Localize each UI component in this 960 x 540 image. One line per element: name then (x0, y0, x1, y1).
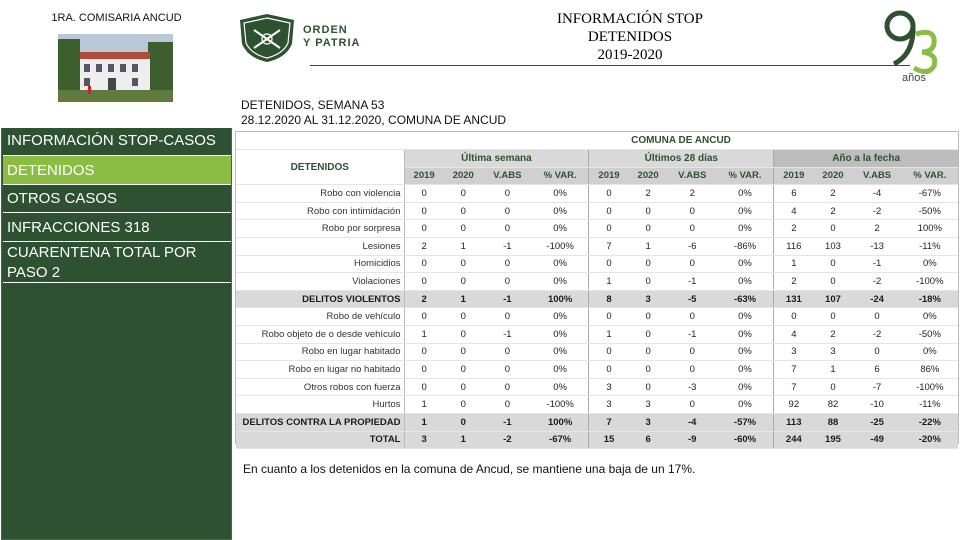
table-cell: 0% (532, 202, 589, 220)
table-cell: 82 (813, 396, 852, 414)
table-cell: 0 (404, 202, 444, 220)
table-row (236, 431, 958, 449)
row-label: Homicidios (236, 255, 404, 273)
table-corner-label: DETENIDOS (236, 150, 404, 185)
row-label: Violaciones (236, 273, 404, 291)
table-cell: -9 (668, 431, 717, 449)
table-cell: 0 (629, 202, 668, 220)
logo-text-line1: ORDEN (303, 24, 348, 36)
table-cell: 0 (444, 378, 483, 396)
table-cell: -100% (902, 378, 958, 396)
row-label: DELITOS CONTRA LA PROPIEDAD (236, 414, 404, 432)
table-cell: 0 (444, 185, 483, 203)
table-cell: -6 (668, 238, 717, 256)
table-cell: 2 (629, 185, 668, 203)
table-cell: 7 (774, 361, 814, 379)
table-cell: 0% (532, 308, 589, 326)
table-cell: -13 (853, 238, 902, 256)
table-row (236, 255, 958, 273)
table-body (236, 185, 958, 449)
table-top-header: COMUNA DE ANCUD (404, 132, 958, 150)
table-cell: 0 (483, 255, 532, 273)
table-cell: 2 (404, 238, 444, 256)
table-cell: 4 (774, 202, 814, 220)
building-photo (58, 34, 173, 102)
detenidos-table (235, 131, 959, 444)
footer-note: En cuanto a los detenidos en la comuna de Ancud, se mantiene una baja de un 17%. (243, 462, 696, 476)
table-cell: 0 (589, 202, 629, 220)
title-line2: DETENIDOS (587, 29, 673, 45)
table-cell: 2 (774, 220, 814, 238)
table-cell: -20% (902, 431, 958, 449)
subtitle-line1: DETENIDOS, SEMANA 53 (241, 98, 385, 112)
table-cell: 0 (629, 326, 668, 344)
table-cell: -3 (668, 378, 717, 396)
table-row (236, 414, 958, 432)
table-cell: 7 (774, 378, 814, 396)
table-cell: 0% (717, 343, 774, 361)
table-cell: 0 (444, 255, 483, 273)
column-header: 2020 (444, 167, 483, 185)
table-cell: -60% (717, 431, 774, 449)
row-label: Robo de vehículo (236, 308, 404, 326)
row-label: DELITOS VIOLENTOS (236, 290, 404, 308)
table-cell: 0 (483, 308, 532, 326)
table-cell: 0 (483, 396, 532, 414)
table-cell: 6 (629, 431, 668, 449)
table-cell: 6 (774, 185, 814, 203)
table-row (236, 378, 958, 396)
table-cell: 7 (589, 238, 629, 256)
logo-text (303, 24, 361, 50)
row-label: TOTAL (236, 431, 404, 449)
table-cell: 0 (813, 255, 852, 273)
table-cell: -86% (717, 238, 774, 256)
table-cell: 0 (404, 255, 444, 273)
table-cell: -10 (853, 396, 902, 414)
table-cell: 15 (589, 431, 629, 449)
table-cell: -25 (853, 414, 902, 432)
table-cell: 1 (444, 431, 483, 449)
table-row (236, 361, 958, 379)
table-cell: 0 (629, 255, 668, 273)
table-cell: -2 (483, 431, 532, 449)
menu-item-otros-casos[interactable]: OTROS CASOS (3, 184, 231, 212)
table-cell: -24 (853, 290, 902, 308)
table-cell: -49 (853, 431, 902, 449)
table-cell: 0% (717, 326, 774, 344)
table-cell: 0 (483, 343, 532, 361)
table-cell: 0 (444, 396, 483, 414)
table-row (236, 220, 958, 238)
table-cell: 3 (629, 414, 668, 432)
table-cell: 0 (404, 308, 444, 326)
table-cell: 0 (668, 220, 717, 238)
group-header-ultimos-28: Últimos 28 días (589, 150, 774, 168)
table-cell: -67% (532, 431, 589, 449)
table-cell: 0 (483, 273, 532, 291)
table-row (236, 343, 958, 361)
menu-item-stop-casos[interactable]: INFORMACIÓN STOP-CASOS (3, 128, 231, 154)
subtitle-line2: 28.12.2020 AL 31.12.2020, COMUNA DE ANCUD (241, 113, 507, 127)
menu-item-cuarentena[interactable]: CUARENTENA TOTAL POR PASO 2 (3, 241, 231, 283)
table-cell: -57% (717, 414, 774, 432)
table-cell: 0 (444, 308, 483, 326)
table-cell: 131 (774, 290, 814, 308)
table-cell: 1 (404, 414, 444, 432)
table-cell: 0 (483, 378, 532, 396)
title-line1: INFORMACIÓN STOP (556, 11, 703, 27)
table-cell: 0 (813, 308, 852, 326)
table-cell: 103 (813, 238, 852, 256)
table-cell: 100% (902, 220, 958, 238)
table-cell: 1 (589, 326, 629, 344)
table-cell: 3 (813, 343, 852, 361)
table-cell: -22% (902, 414, 958, 432)
table-cell: -1 (483, 238, 532, 256)
table-cell: 86% (902, 361, 958, 379)
org-title: 1RA. COMISARIA ANCUD (51, 12, 182, 24)
column-header: V.ABS (668, 167, 717, 185)
table-cell: 2 (853, 220, 902, 238)
table-cell: 0% (532, 378, 589, 396)
table-cell: -18% (902, 290, 958, 308)
table-cell: 0% (532, 326, 589, 344)
table-cell: 0 (629, 220, 668, 238)
row-label: Otros robos con fuerza (236, 378, 404, 396)
table-cell: 3 (589, 396, 629, 414)
table-cell: 0 (444, 414, 483, 432)
table-cell: 1 (444, 290, 483, 308)
table-cell: 0 (444, 326, 483, 344)
table-cell: 0% (717, 378, 774, 396)
table-cell: 1 (589, 273, 629, 291)
page-title (520, 10, 740, 64)
table-cell: 0 (589, 185, 629, 203)
column-header: 2020 (813, 167, 852, 185)
table-cell: 0 (629, 343, 668, 361)
table-cell: 0% (902, 343, 958, 361)
table-cell: -1 (483, 326, 532, 344)
table-cell: 2 (404, 290, 444, 308)
table-cell: 0 (483, 185, 532, 203)
table-cell: 0 (813, 378, 852, 396)
table-cell: 0% (532, 361, 589, 379)
table-cell: 0 (404, 361, 444, 379)
group-header-anio: Año a la fecha (774, 150, 958, 168)
table-cell: 1 (813, 361, 852, 379)
table-cell: 0 (589, 255, 629, 273)
table-cell: 0 (629, 273, 668, 291)
table-cell: -5 (668, 290, 717, 308)
logo-text-line2: Y PATRIA (303, 37, 361, 49)
table-cell: 1 (404, 326, 444, 344)
table-cell: 0% (532, 185, 589, 203)
table-cell: -1 (853, 255, 902, 273)
table-cell: -67% (902, 185, 958, 203)
table-cell: 0% (532, 255, 589, 273)
table-cell: 0 (853, 308, 902, 326)
table-cell: 244 (774, 431, 814, 449)
table-cell: 0 (404, 220, 444, 238)
column-header: 2019 (589, 167, 629, 185)
row-label: Robo con violencia (236, 185, 404, 203)
table-cell: 1 (629, 238, 668, 256)
table-cell: 0 (853, 343, 902, 361)
table-cell: 2 (813, 202, 852, 220)
column-header: % VAR. (532, 167, 589, 185)
table-cell: 0 (404, 273, 444, 291)
table-cell: -1 (483, 414, 532, 432)
table-cell: 1 (404, 396, 444, 414)
table-cell: 100% (532, 290, 589, 308)
table-cell: 0 (589, 308, 629, 326)
table-cell: 116 (774, 238, 814, 256)
table-cell: 0% (717, 220, 774, 238)
column-header: 2019 (404, 167, 444, 185)
table-cell: 0 (444, 273, 483, 291)
table-cell: -1 (668, 326, 717, 344)
column-header: % VAR. (717, 167, 774, 185)
table-cell: 0 (668, 255, 717, 273)
carabineros-logo-icon (236, 12, 298, 69)
table-row (236, 185, 958, 203)
table-cell: 92 (774, 396, 814, 414)
anniversary-93-logo-icon (880, 6, 944, 89)
table-cell: 0 (629, 308, 668, 326)
table-cell: -50% (902, 326, 958, 344)
table-row (236, 326, 958, 344)
table-cell: 0 (483, 220, 532, 238)
table-cell: 3 (629, 290, 668, 308)
table-row (236, 238, 958, 256)
table-row (236, 396, 958, 414)
table-row (236, 273, 958, 291)
table-cell: 0 (668, 343, 717, 361)
table-cell: 0% (717, 202, 774, 220)
table-cell: 0 (668, 202, 717, 220)
title-line3: 2019-2020 (597, 47, 663, 63)
table-cell: -100% (532, 238, 589, 256)
table-row (236, 308, 958, 326)
table-cell: -63% (717, 290, 774, 308)
table-cell: -11% (902, 396, 958, 414)
row-label: Robo por sorpresa (236, 220, 404, 238)
table-cell: 8 (589, 290, 629, 308)
table-cell: 2 (774, 273, 814, 291)
table-cell: -2 (853, 202, 902, 220)
table-cell: -4 (853, 185, 902, 203)
table-cell: -100% (532, 396, 589, 414)
table-cell: -4 (668, 414, 717, 432)
table-row (236, 202, 958, 220)
table-cell: 107 (813, 290, 852, 308)
table-cell: 88 (813, 414, 852, 432)
table-cell: 2 (813, 185, 852, 203)
table-cell: 0 (444, 220, 483, 238)
table-cell: 3 (629, 396, 668, 414)
menu-item-detenidos[interactable]: DETENIDOS (3, 155, 231, 184)
table-cell: 7 (589, 414, 629, 432)
column-header: 2020 (629, 167, 668, 185)
table-cell: 0 (589, 361, 629, 379)
table-cell: -50% (902, 202, 958, 220)
table-cell: 0 (668, 396, 717, 414)
table-cell: 0 (404, 378, 444, 396)
table-cell: 0 (589, 343, 629, 361)
table-cell: 0% (717, 308, 774, 326)
table-cell: -1 (483, 290, 532, 308)
header-divider (310, 65, 910, 66)
column-header: V.ABS (853, 167, 902, 185)
table-cell: 0% (532, 273, 589, 291)
table-cell: 0% (717, 255, 774, 273)
table-cell: 0% (717, 273, 774, 291)
table-cell: -1 (668, 273, 717, 291)
table-cell: 0% (902, 308, 958, 326)
table-cell: 100% (532, 414, 589, 432)
table-cell: -100% (902, 273, 958, 291)
row-label: Robo en lugar no habitado (236, 361, 404, 379)
table-cell: 0 (668, 308, 717, 326)
table-cell: 0 (404, 185, 444, 203)
table-cell: 0 (404, 343, 444, 361)
group-header-ultima-semana: Última semana (404, 150, 589, 168)
table-cell: 0 (444, 361, 483, 379)
column-header: % VAR. (902, 167, 958, 185)
table-cell: 2 (813, 326, 852, 344)
table-cell: 6 (853, 361, 902, 379)
table-cell: 113 (774, 414, 814, 432)
table-cell: 0 (444, 343, 483, 361)
table-cell: 0 (813, 220, 852, 238)
table-cell: -11% (902, 238, 958, 256)
sidebar (0, 0, 233, 540)
table-cell: 0 (774, 308, 814, 326)
row-label: Robo objeto de o desde vehículo (236, 326, 404, 344)
row-label: Hurtos (236, 396, 404, 414)
table-cell: 0% (902, 255, 958, 273)
table-cell: -2 (853, 326, 902, 344)
column-header: 2019 (774, 167, 814, 185)
subtitle (241, 98, 506, 128)
table-cell: 0% (717, 396, 774, 414)
table-cell: 0 (629, 378, 668, 396)
table-cell: 0 (629, 361, 668, 379)
table-cell: -7 (853, 378, 902, 396)
table-cell: 3 (404, 431, 444, 449)
row-label: Lesiones (236, 238, 404, 256)
row-label: Robo con intimidación (236, 202, 404, 220)
table-cell: 4 (774, 326, 814, 344)
table-cell: 3 (774, 343, 814, 361)
table-cell: 195 (813, 431, 852, 449)
table-cell: -2 (853, 273, 902, 291)
menu-item-infracciones[interactable]: INFRACCIONES 318 (3, 212, 231, 241)
table-cell: 1 (444, 238, 483, 256)
table-cell: 0 (813, 273, 852, 291)
row-label: Robo en lugar habitado (236, 343, 404, 361)
table-cell: 3 (589, 378, 629, 396)
logo-93-label: años (902, 72, 926, 84)
table-cell: 0 (444, 202, 483, 220)
table-cell: 0 (668, 361, 717, 379)
table-cell: 0% (532, 343, 589, 361)
table-cell: 0 (483, 361, 532, 379)
table-cell: 0 (483, 202, 532, 220)
table-cell: 0% (717, 185, 774, 203)
table-cell: 0% (532, 220, 589, 238)
table-cell: 2 (668, 185, 717, 203)
column-header: V.ABS (483, 167, 532, 185)
table-cell: 0% (717, 361, 774, 379)
table-cell: 1 (774, 255, 814, 273)
table-row (236, 290, 958, 308)
table-cell: 0 (589, 220, 629, 238)
